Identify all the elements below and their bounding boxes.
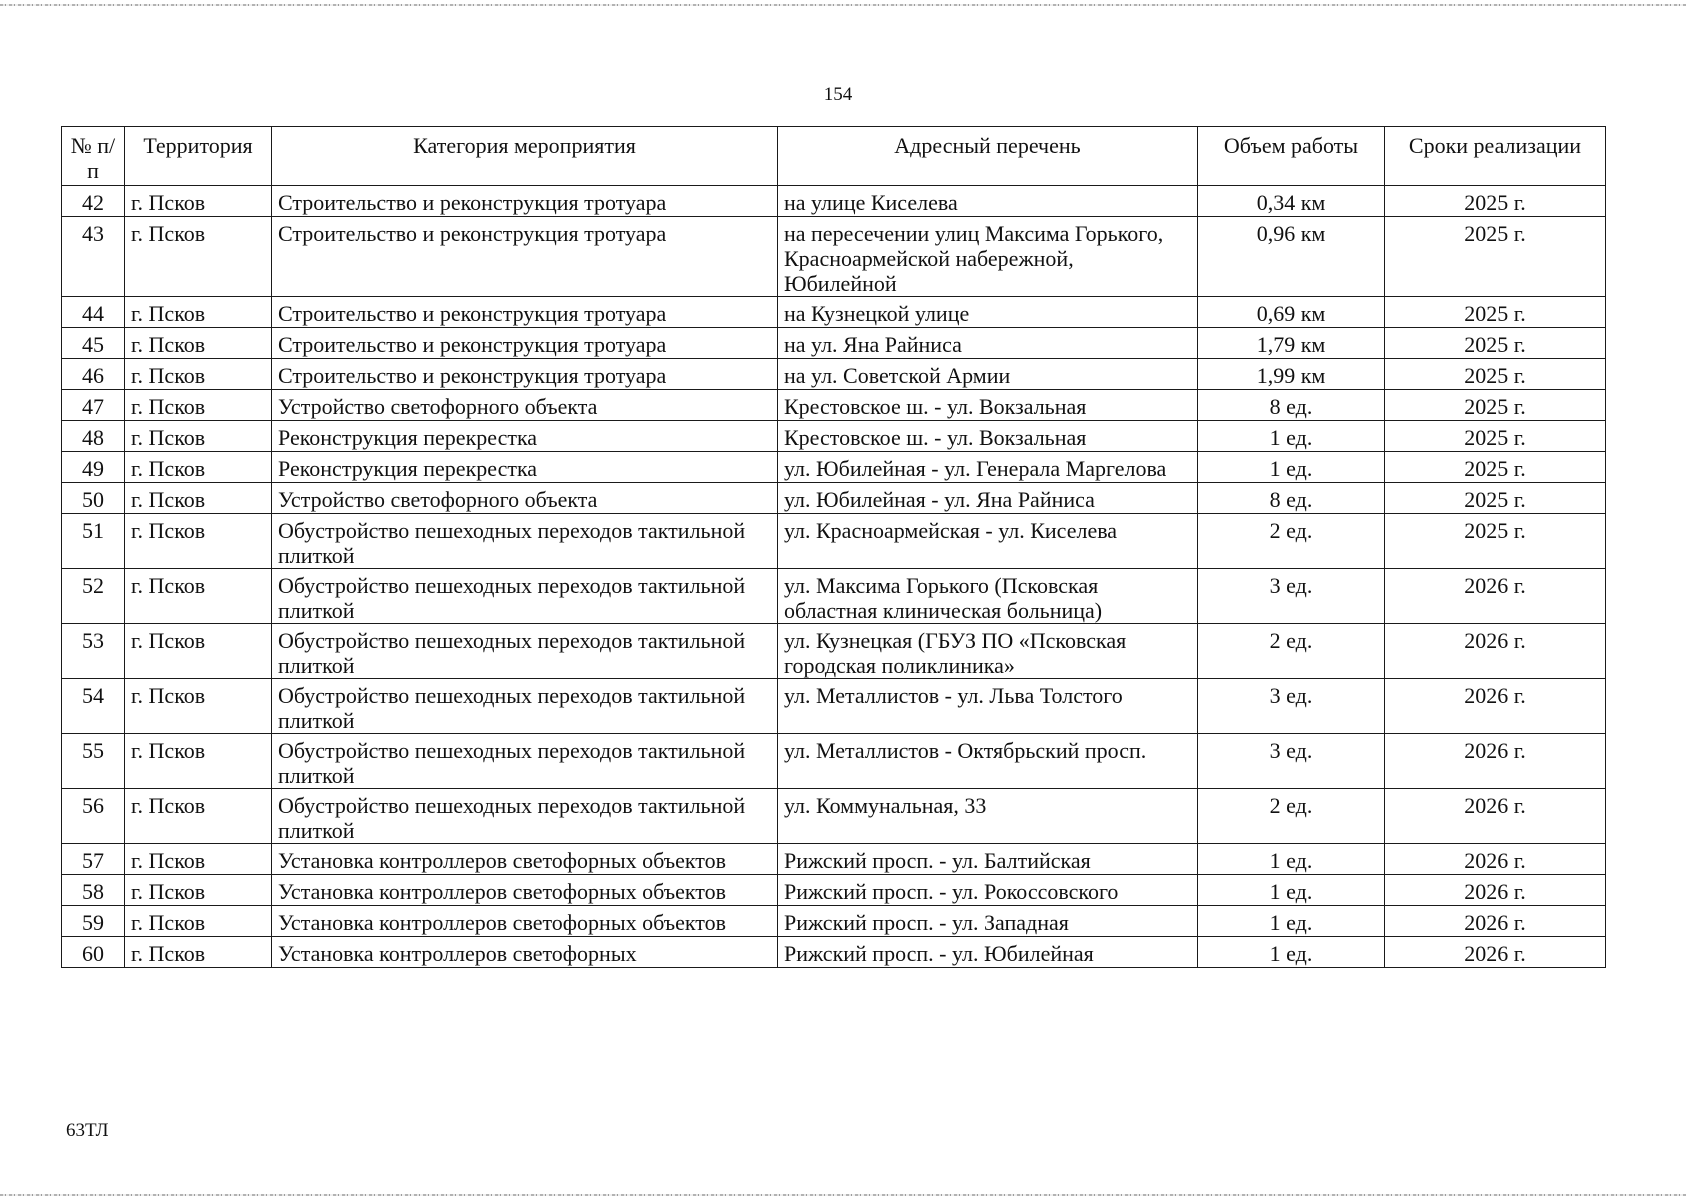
cell-num: 57 bbox=[62, 844, 125, 875]
cell-address: Рижский просп. - ул. Западная bbox=[778, 906, 1198, 937]
cell-address: на Кузнецкой улице bbox=[778, 297, 1198, 328]
table-row bbox=[62, 421, 1606, 452]
cell-term: 2025 г. bbox=[1385, 359, 1606, 390]
cell-num: 48 bbox=[62, 421, 125, 452]
cell-address: Рижский просп. - ул. Юбилейная bbox=[778, 937, 1198, 968]
cell-volume: 3 ед. bbox=[1198, 734, 1385, 789]
cell-volume: 8 ед. bbox=[1198, 483, 1385, 514]
cell-address: ул. Юбилейная - ул. Генерала Маргелова bbox=[778, 452, 1198, 483]
cell-term: 2026 г. bbox=[1385, 789, 1606, 844]
page-number: 154 bbox=[823, 84, 853, 105]
cell-volume: 2 ед. bbox=[1198, 514, 1385, 569]
cell-territory: г. Псков bbox=[125, 186, 272, 217]
cell-volume: 0,96 км bbox=[1198, 217, 1385, 297]
cell-term: 2025 г. bbox=[1385, 514, 1606, 569]
cell-category: Строительство и реконструкция тротуара bbox=[272, 217, 778, 297]
cell-term: 2026 г. bbox=[1385, 906, 1606, 937]
cell-num: 56 bbox=[62, 789, 125, 844]
cell-territory: г. Псков bbox=[125, 359, 272, 390]
cell-address: ул. Максима Горького (Псковская областная клиническая больница) bbox=[778, 569, 1198, 624]
cell-address: на ул. Яна Райниса bbox=[778, 328, 1198, 359]
cell-volume: 1 ед. bbox=[1198, 906, 1385, 937]
cell-territory: г. Псков bbox=[125, 452, 272, 483]
cell-term: 2025 г. bbox=[1385, 328, 1606, 359]
header-term: Сроки реализации bbox=[1385, 127, 1606, 186]
cell-category: Строительство и реконструкция тротуара bbox=[272, 328, 778, 359]
cell-term: 2025 г. bbox=[1385, 297, 1606, 328]
table-row bbox=[62, 514, 1606, 569]
cell-num: 55 bbox=[62, 734, 125, 789]
events-table bbox=[61, 126, 1606, 968]
cell-term: 2025 г. bbox=[1385, 483, 1606, 514]
cell-volume: 1 ед. bbox=[1198, 875, 1385, 906]
table-row bbox=[62, 734, 1606, 789]
cell-term: 2025 г. bbox=[1385, 452, 1606, 483]
cell-territory: г. Псков bbox=[125, 569, 272, 624]
cell-term: 2025 г. bbox=[1385, 217, 1606, 297]
cell-term: 2026 г. bbox=[1385, 875, 1606, 906]
table-row bbox=[62, 624, 1606, 679]
table-row bbox=[62, 875, 1606, 906]
cell-num: 58 bbox=[62, 875, 125, 906]
cell-category: Реконструкция перекрестка bbox=[272, 452, 778, 483]
cell-territory: г. Псков bbox=[125, 734, 272, 789]
cell-territory: г. Псков bbox=[125, 217, 272, 297]
cell-category: Устройство светофорного объекта bbox=[272, 390, 778, 421]
table-row bbox=[62, 906, 1606, 937]
scan-edge-bottom bbox=[0, 1194, 1686, 1196]
cell-volume: 3 ед. bbox=[1198, 569, 1385, 624]
cell-address: на ул. Советской Армии bbox=[778, 359, 1198, 390]
cell-num: 47 bbox=[62, 390, 125, 421]
cell-category: Обустройство пешеходных переходов тактильной плиткой bbox=[272, 734, 778, 789]
cell-num: 53 bbox=[62, 624, 125, 679]
cell-volume: 2 ед. bbox=[1198, 789, 1385, 844]
cell-category: Обустройство пешеходных переходов тактильной плиткой bbox=[272, 789, 778, 844]
cell-term: 2026 г. bbox=[1385, 624, 1606, 679]
cell-category: Установка контроллеров светофорных bbox=[272, 937, 778, 968]
footer-code: 63ТЛ bbox=[66, 1120, 109, 1141]
cell-term: 2025 г. bbox=[1385, 186, 1606, 217]
cell-num: 50 bbox=[62, 483, 125, 514]
cell-num: 52 bbox=[62, 569, 125, 624]
cell-address: ул. Кузнецкая (ГБУЗ ПО «Псковская городская поликлиника» bbox=[778, 624, 1198, 679]
cell-volume: 1 ед. bbox=[1198, 421, 1385, 452]
cell-address: ул. Юбилейная - ул. Яна Райниса bbox=[778, 483, 1198, 514]
cell-territory: г. Псков bbox=[125, 483, 272, 514]
cell-category: Строительство и реконструкция тротуара bbox=[272, 186, 778, 217]
cell-volume: 1,99 км bbox=[1198, 359, 1385, 390]
cell-address: Крестовское ш. - ул. Вокзальная bbox=[778, 390, 1198, 421]
table-body bbox=[62, 186, 1606, 968]
cell-term: 2026 г. bbox=[1385, 679, 1606, 734]
cell-volume: 0,34 км bbox=[1198, 186, 1385, 217]
cell-category: Строительство и реконструкция тротуара bbox=[272, 297, 778, 328]
cell-num: 46 bbox=[62, 359, 125, 390]
cell-category: Обустройство пешеходных переходов тактильной плиткой bbox=[272, 679, 778, 734]
cell-address: на пересечении улиц Максима Горького, Красноармейской набережной, Юбилейной bbox=[778, 217, 1198, 297]
table-row bbox=[62, 452, 1606, 483]
cell-num: 43 bbox=[62, 217, 125, 297]
table-row bbox=[62, 789, 1606, 844]
cell-address: ул. Красноармейская - ул. Киселева bbox=[778, 514, 1198, 569]
table-row bbox=[62, 483, 1606, 514]
cell-category: Установка контроллеров светофорных объектов bbox=[272, 875, 778, 906]
cell-category: Установка контроллеров светофорных объектов bbox=[272, 906, 778, 937]
cell-volume: 1 ед. bbox=[1198, 937, 1385, 968]
cell-volume: 8 ед. bbox=[1198, 390, 1385, 421]
cell-address: ул. Металлистов - Октябрьский просп. bbox=[778, 734, 1198, 789]
table-row bbox=[62, 186, 1606, 217]
cell-num: 42 bbox=[62, 186, 125, 217]
cell-num: 51 bbox=[62, 514, 125, 569]
scan-edge-top bbox=[0, 4, 1686, 6]
cell-category: Строительство и реконструкция тротуара bbox=[272, 359, 778, 390]
header-category: Категория мероприятия bbox=[272, 127, 778, 186]
cell-category: Установка контроллеров светофорных объектов bbox=[272, 844, 778, 875]
cell-num: 54 bbox=[62, 679, 125, 734]
cell-territory: г. Псков bbox=[125, 328, 272, 359]
cell-volume: 1 ед. bbox=[1198, 452, 1385, 483]
cell-territory: г. Псков bbox=[125, 937, 272, 968]
cell-territory: г. Псков bbox=[125, 421, 272, 452]
cell-num: 44 bbox=[62, 297, 125, 328]
cell-term: 2025 г. bbox=[1385, 390, 1606, 421]
cell-category: Обустройство пешеходных переходов тактильной плиткой bbox=[272, 569, 778, 624]
cell-territory: г. Псков bbox=[125, 679, 272, 734]
cell-address: Рижский просп. - ул. Рокоссовского bbox=[778, 875, 1198, 906]
header-num: № п/п bbox=[62, 127, 125, 186]
cell-territory: г. Псков bbox=[125, 624, 272, 679]
table-row bbox=[62, 937, 1606, 968]
cell-territory: г. Псков bbox=[125, 297, 272, 328]
cell-term: 2025 г. bbox=[1385, 421, 1606, 452]
cell-volume: 3 ед. bbox=[1198, 679, 1385, 734]
cell-address: ул. Коммунальная, 33 bbox=[778, 789, 1198, 844]
cell-term: 2026 г. bbox=[1385, 844, 1606, 875]
header-volume: Объем работы bbox=[1198, 127, 1385, 186]
cell-volume: 1,79 км bbox=[1198, 328, 1385, 359]
table-row bbox=[62, 844, 1606, 875]
cell-address: Крестовское ш. - ул. Вокзальная bbox=[778, 421, 1198, 452]
cell-category: Обустройство пешеходных переходов тактильной плиткой bbox=[272, 624, 778, 679]
cell-category: Устройство светофорного объекта bbox=[272, 483, 778, 514]
cell-territory: г. Псков bbox=[125, 390, 272, 421]
cell-category: Обустройство пешеходных переходов тактильной плиткой bbox=[272, 514, 778, 569]
cell-num: 59 bbox=[62, 906, 125, 937]
cell-territory: г. Псков bbox=[125, 906, 272, 937]
table-row bbox=[62, 297, 1606, 328]
cell-num: 49 bbox=[62, 452, 125, 483]
cell-term: 2026 г. bbox=[1385, 569, 1606, 624]
cell-territory: г. Псков bbox=[125, 844, 272, 875]
cell-term: 2026 г. bbox=[1385, 937, 1606, 968]
cell-territory: г. Псков bbox=[125, 875, 272, 906]
table-row bbox=[62, 390, 1606, 421]
cell-address: ул. Металлистов - ул. Льва Толстого bbox=[778, 679, 1198, 734]
table-row bbox=[62, 679, 1606, 734]
cell-territory: г. Псков bbox=[125, 789, 272, 844]
cell-territory: г. Псков bbox=[125, 514, 272, 569]
header-address: Адресный перечень bbox=[778, 127, 1198, 186]
cell-num: 45 bbox=[62, 328, 125, 359]
cell-address: на улице Киселева bbox=[778, 186, 1198, 217]
table-header-row bbox=[62, 127, 1606, 186]
cell-term: 2026 г. bbox=[1385, 734, 1606, 789]
table-row bbox=[62, 328, 1606, 359]
cell-num: 60 bbox=[62, 937, 125, 968]
cell-category: Реконструкция перекрестка bbox=[272, 421, 778, 452]
table-row bbox=[62, 359, 1606, 390]
table-row bbox=[62, 217, 1606, 297]
cell-address: Рижский просп. - ул. Балтийская bbox=[778, 844, 1198, 875]
header-territory: Территория bbox=[125, 127, 272, 186]
cell-volume: 2 ед. bbox=[1198, 624, 1385, 679]
cell-volume: 1 ед. bbox=[1198, 844, 1385, 875]
table-row bbox=[62, 569, 1606, 624]
cell-volume: 0,69 км bbox=[1198, 297, 1385, 328]
